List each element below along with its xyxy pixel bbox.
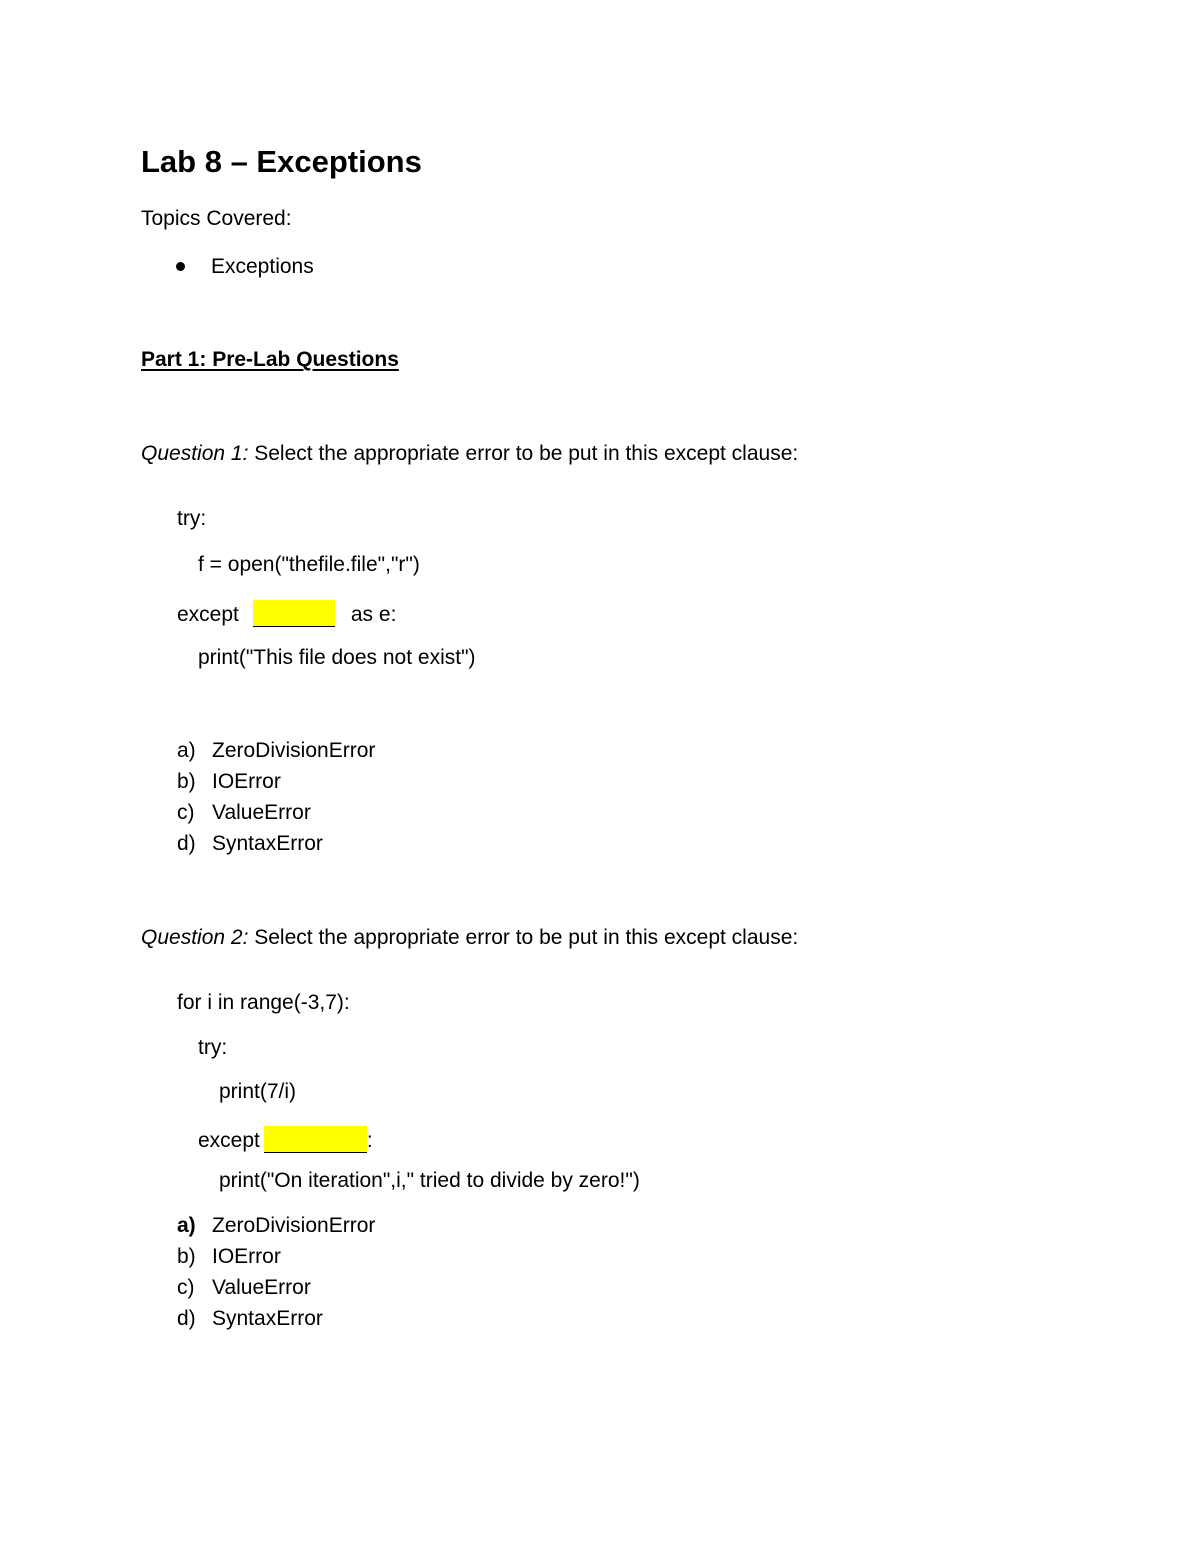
q1-except-keyword: except [177, 603, 239, 626]
q1-option-a[interactable] [177, 740, 375, 761]
question1-text [141, 443, 798, 464]
q2-option-b[interactable] [177, 1246, 281, 1267]
option-text: ValueError [212, 1276, 311, 1299]
q2-code-line-try: try: [198, 1036, 228, 1059]
option-letter: d) [177, 832, 196, 855]
q2-code-line-except [198, 1126, 373, 1153]
option-text: SyntaxError [212, 1307, 323, 1330]
option-letter: c) [177, 1276, 195, 1299]
option-letter: c) [177, 801, 195, 824]
q2-except-keyword: except [198, 1129, 260, 1152]
q2-code-line-print-div: print(7/i) [219, 1080, 297, 1103]
option-text: IOError [212, 1245, 281, 1268]
option-text: SyntaxError [212, 832, 323, 855]
q1-code-line-open: f = open("thefile.file","r") [198, 553, 420, 576]
option-text: ZeroDivisionError [212, 1214, 376, 1237]
bullet-icon [176, 262, 185, 271]
option-letter: a) [177, 739, 196, 762]
q1-code-line-except [177, 600, 396, 627]
page-title: Lab 8 – Exceptions [141, 144, 422, 179]
q1-option-c[interactable] [177, 802, 311, 823]
q2-option-d[interactable] [177, 1308, 323, 1329]
option-text: IOError [212, 770, 281, 793]
option-letter: b) [177, 1245, 196, 1268]
q2-answer-blank[interactable] [264, 1126, 367, 1153]
option-letter: a) [177, 1214, 196, 1237]
q1-code-line-try: try: [177, 507, 207, 530]
option-text: ValueError [212, 801, 311, 824]
topic-item: Exceptions [211, 255, 314, 278]
option-letter: b) [177, 770, 196, 793]
q1-answer-blank[interactable] [253, 600, 335, 627]
question2-label: Question 2: [141, 926, 249, 949]
q2-option-c[interactable] [177, 1277, 311, 1298]
part1-heading: Part 1: Pre-Lab Questions [141, 348, 399, 371]
q2-option-a[interactable] [177, 1215, 375, 1236]
option-text: ZeroDivisionError [212, 739, 376, 762]
question1-label: Question 1: [141, 442, 249, 465]
question1-prompt: Select the appropriate error to be put in this except clause: [248, 442, 799, 465]
q1-option-d[interactable] [177, 833, 323, 854]
q1-code-line-print: print("This file does not exist") [198, 646, 476, 669]
question2-prompt: Select the appropriate error to be put in this except clause: [248, 926, 799, 949]
question2-text [141, 927, 798, 948]
q2-code-line-print: print("On iteration",i," tried to divide by zero!") [219, 1169, 640, 1192]
topics-label: Topics Covered: [141, 207, 292, 230]
q2-except-colon: : [366, 1129, 373, 1152]
option-letter: d) [177, 1307, 196, 1330]
q1-option-b[interactable] [177, 771, 281, 792]
q1-except-as: as e: [350, 603, 397, 626]
q2-code-line-for: for i in range(-3,7): [177, 991, 350, 1014]
